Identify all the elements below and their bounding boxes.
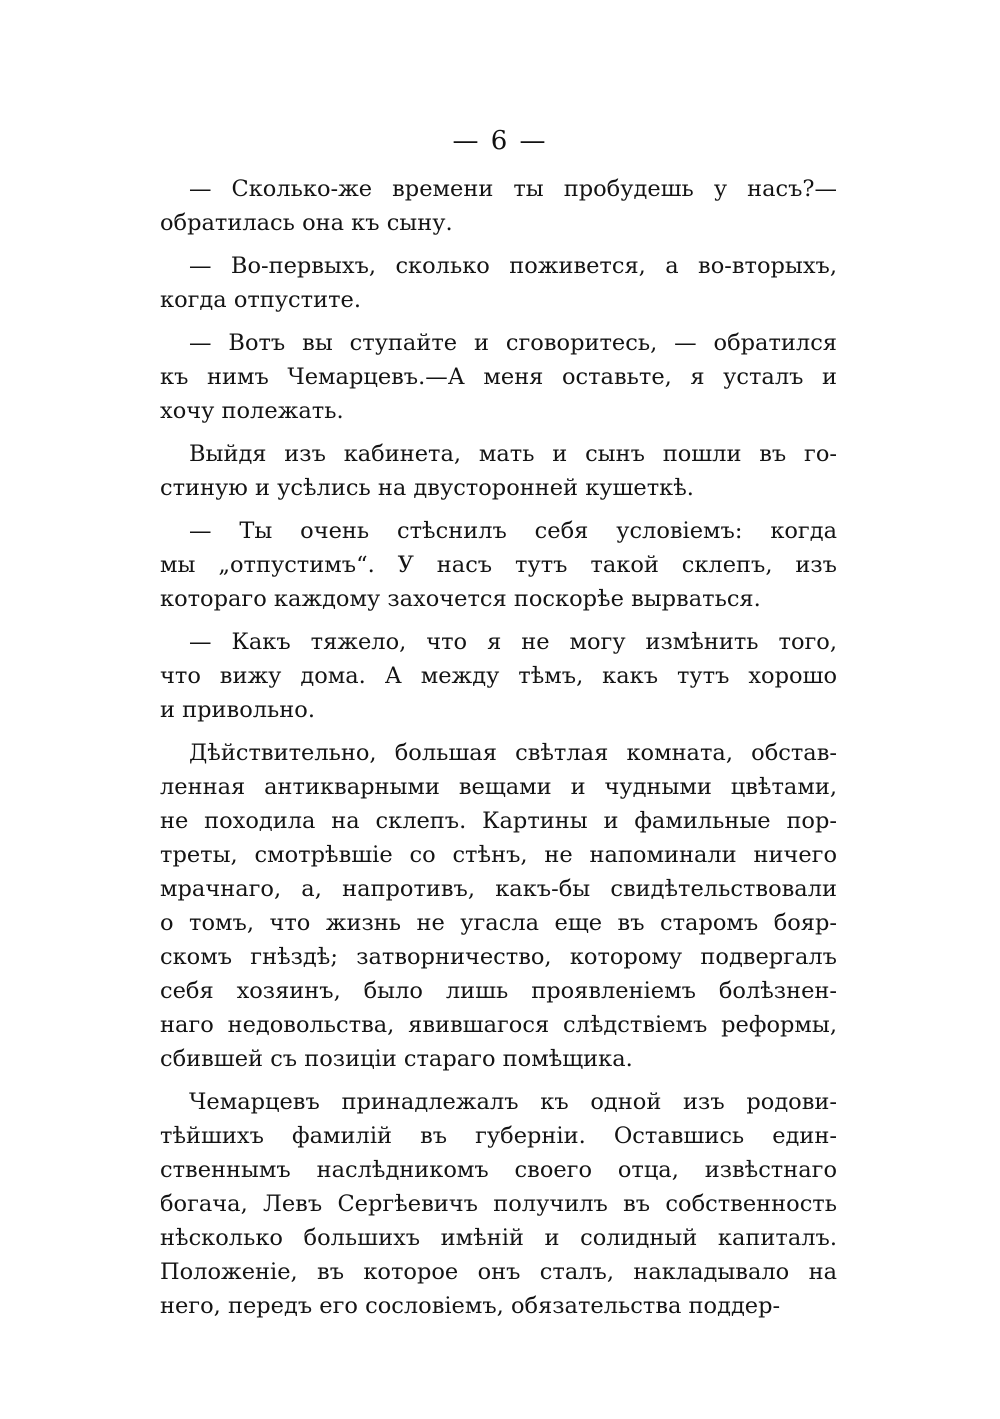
text-line: скомъ гнѣздѣ; затворничество, которому подвергалъ bbox=[160, 944, 837, 970]
text-line: мы „отпустимъ“. У насъ тутъ такой склепъ, изъ bbox=[160, 552, 837, 578]
text-line: Дѣйствительно, большая свѣтлая комната, обстав- bbox=[189, 740, 837, 766]
text-line: котораго каждому захочется поскорѣе вырваться. bbox=[160, 586, 761, 612]
text-line: не походила на склепъ. Картины и фамильные пор- bbox=[160, 808, 837, 834]
paragraph bbox=[160, 249, 837, 317]
paragraph bbox=[160, 437, 837, 505]
text-line: и привольно. bbox=[160, 697, 315, 723]
paragraph bbox=[160, 326, 837, 428]
text-line: Положеніе, въ которое онъ сталъ, накладывало на bbox=[160, 1259, 837, 1285]
text-line: — Вотъ вы ступайте и сговоритесь, — обратился bbox=[189, 330, 837, 356]
text-line: него, передъ его сословіемъ, обязательства поддер- bbox=[160, 1293, 781, 1319]
text-line: о томъ, что жизнь не угасла еще въ старомъ бояр- bbox=[160, 910, 837, 936]
text-line: что вижу дома. А между тѣмъ, какъ тутъ хорошо bbox=[160, 663, 837, 689]
paragraph bbox=[160, 1085, 837, 1323]
text-line: — Во-первыхъ, сколько поживется, а во-вторыхъ, bbox=[189, 253, 837, 279]
text-line: нѣсколько большихъ имѣній и солидный капиталъ. bbox=[160, 1225, 837, 1251]
text-line: обратилась она къ сыну. bbox=[160, 210, 453, 236]
page-number: — 6 — bbox=[452, 126, 548, 156]
text-line: себя хозяинъ, было лишь проявленіемъ болѣзнен- bbox=[160, 978, 837, 1004]
paragraph bbox=[160, 514, 837, 616]
body-text bbox=[160, 172, 837, 1332]
text-line: къ нимъ Чемарцевъ.—А меня оставьте, я усталъ и bbox=[160, 364, 837, 390]
text-line: треты, смотрѣвшіе со стѣнъ, не напоминали ничего bbox=[160, 842, 837, 868]
paragraph bbox=[160, 736, 837, 1076]
text-line: ственнымъ наслѣдникомъ своего отца, извѣстнаго bbox=[160, 1157, 837, 1183]
text-line: богача, Левъ Сергѣевичъ получилъ въ собственность bbox=[160, 1191, 837, 1217]
text-line: наго недовольства, явившагося слѣдствіемъ реформы, bbox=[160, 1012, 837, 1038]
text-line: стиную и усѣлись на двусторонней кушеткѣ. bbox=[160, 475, 694, 501]
text-line: — Какъ тяжело, что я не могу измѣнить того, bbox=[189, 629, 837, 655]
text-line: Выйдя изъ кабинета, мать и сынъ пошли въ го- bbox=[189, 441, 837, 467]
text-line: сбившей съ позиціи стараго помѣщика. bbox=[160, 1046, 633, 1072]
text-line: когда отпустите. bbox=[160, 287, 362, 313]
text-line: мрачнаго, а, напротивъ, какъ-бы свидѣтельствовали bbox=[160, 876, 837, 902]
text-line: хочу полежать. bbox=[160, 398, 344, 424]
paragraph bbox=[160, 625, 837, 727]
paragraph bbox=[160, 172, 837, 240]
text-line: — Ты очень стѣснилъ себя условіемъ: когда bbox=[189, 518, 837, 544]
text-line: ленная антикварными вещами и чудными цвѣтами, bbox=[160, 774, 837, 800]
text-line: тѣйшихъ фамилій въ губерніи. Оставшись един- bbox=[160, 1123, 837, 1149]
text-line: — Сколько-же времени ты пробудешь у насъ?— bbox=[189, 176, 837, 202]
text-line: Чемарцевъ принадлежалъ къ одной изъ родови- bbox=[189, 1089, 837, 1115]
